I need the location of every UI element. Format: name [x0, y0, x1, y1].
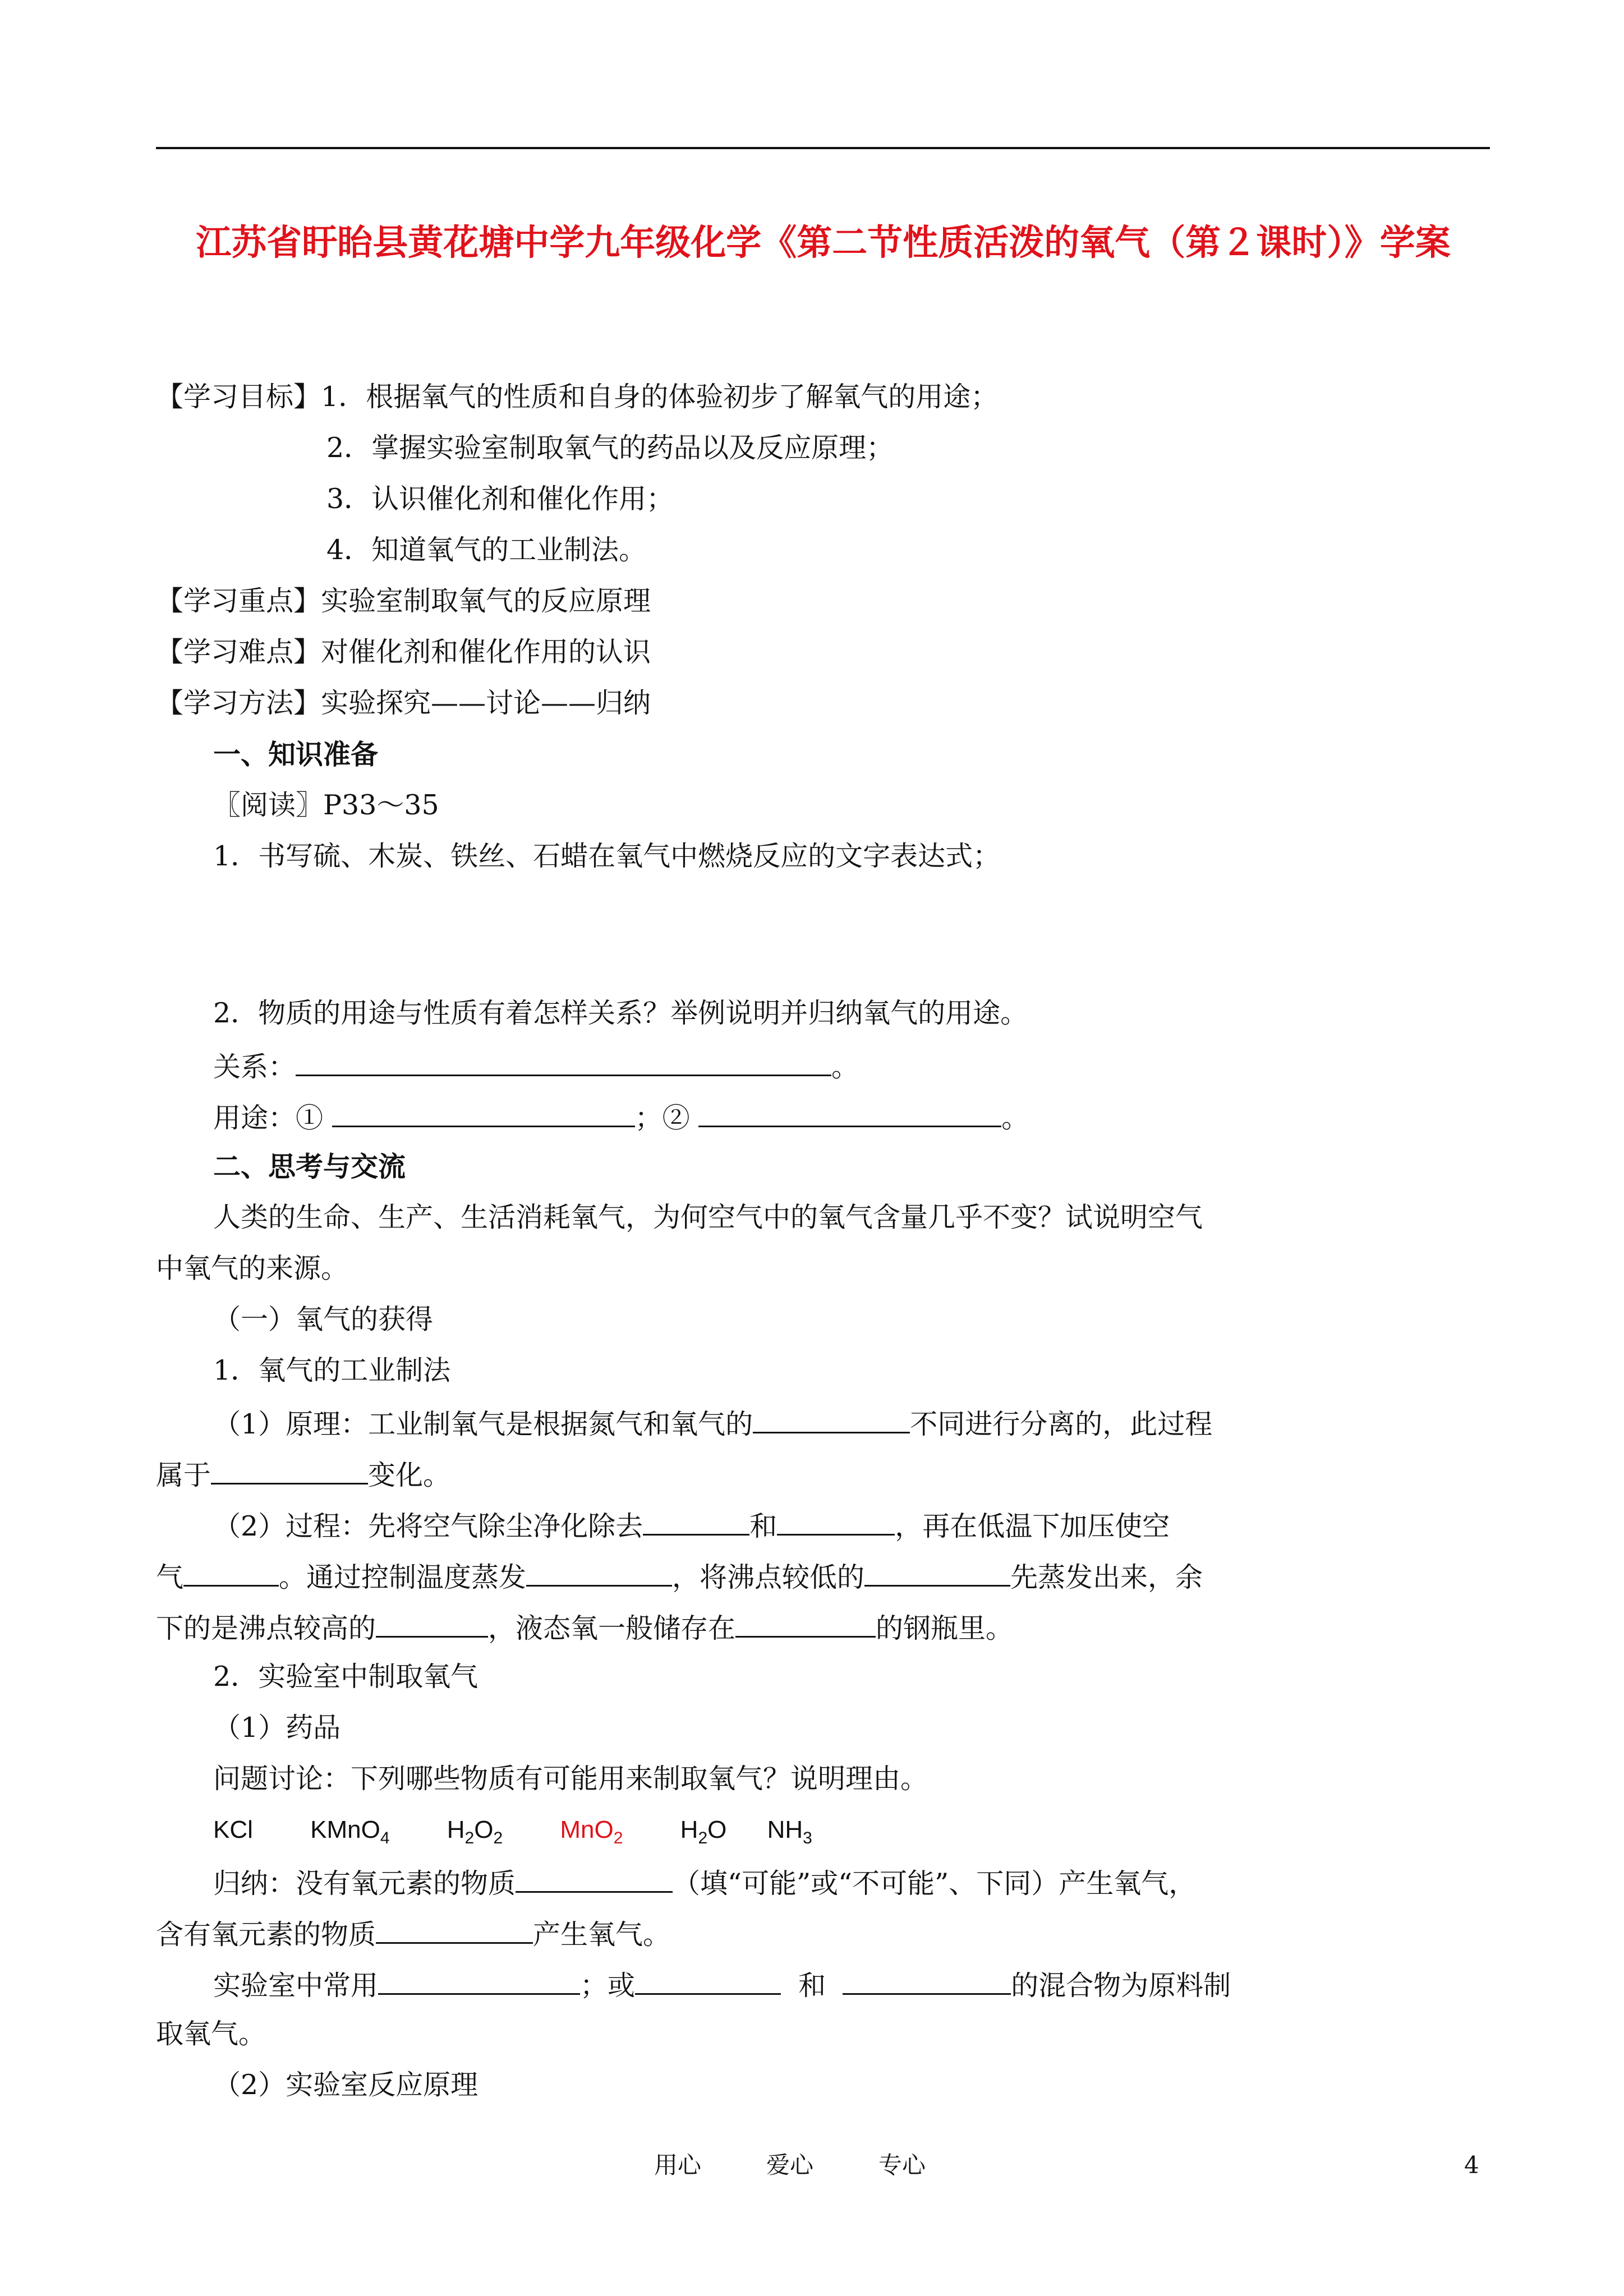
footer-motto-2: 爱心	[766, 2151, 814, 2179]
relation-blank[interactable]	[296, 1048, 831, 1076]
subscript: 2	[613, 1828, 623, 1847]
lab-material-line-2: 取氧气。	[156, 2018, 266, 2050]
fill-blank[interactable]	[376, 1915, 533, 1944]
method-text: 实验探究——讨论——归纳	[321, 687, 651, 719]
difficulty-text: 对催化剂和催化作用的认识	[321, 636, 651, 668]
subsection-heading: （一）氧气的获得	[213, 1303, 434, 1335]
text: （2）过程：先将空气除尘净化除去	[213, 1510, 643, 1542]
formula-mno2	[560, 1816, 623, 1847]
principle-line-2	[156, 1456, 450, 1492]
subscript: 3	[803, 1828, 812, 1847]
method-label: 【学习方法】	[156, 687, 321, 719]
formula-text: MnO	[560, 1816, 614, 1843]
header-rule	[156, 147, 1490, 149]
text: 和	[749, 1510, 778, 1542]
text: 。通过控制温度蒸发	[279, 1561, 527, 1593]
fill-blank[interactable]	[643, 1507, 749, 1536]
chemical-formulas	[213, 1813, 812, 1855]
fill-blank[interactable]	[376, 1609, 488, 1638]
summary-line-1	[213, 1864, 1196, 1901]
objective-item: 2．掌握实验室制取氧气的药品以及反应原理；	[326, 432, 894, 464]
difficulty-label: 【学习难点】	[156, 636, 321, 668]
text: 实验室中常用	[213, 1970, 379, 2002]
text: （1）原理：工业制氧气是根据氮气和氧气的	[213, 1408, 753, 1440]
formula-text: KMnO	[310, 1816, 380, 1843]
formula-text: NH	[767, 1816, 803, 1843]
fill-blank[interactable]	[753, 1405, 910, 1433]
page-number: 4	[1464, 2151, 1479, 2179]
section-heading: 二、思考与交流	[213, 1150, 406, 1183]
process-line-2	[156, 1558, 1203, 1594]
process-line-3	[156, 1609, 1013, 1645]
fill-blank[interactable]	[735, 1609, 876, 1638]
uses-line	[213, 1099, 1029, 1135]
relation-label: 关系：	[213, 1051, 296, 1083]
text: ，液态氧一般储存在	[488, 1612, 736, 1644]
key-point-text: 实验室制取氧气的反应原理	[321, 585, 651, 617]
punctuation: ；②	[634, 1102, 690, 1134]
fill-blank[interactable]	[864, 1558, 1010, 1587]
objective-item: 1．根据氧气的性质和自身的体验初步了解氧气的用途；	[321, 381, 999, 413]
fill-blank[interactable]	[378, 1966, 580, 1995]
page-title: 江苏省盱眙县黄花塘中学九年级化学《第二节性质活泼的氧气（第２课时）》学案	[196, 222, 1451, 263]
punctuation: 。	[1001, 1102, 1029, 1134]
subtopic-heading: （1）药品	[213, 1712, 341, 1744]
method	[156, 686, 651, 720]
difficulty	[156, 635, 651, 669]
formula-text: H	[680, 1816, 698, 1843]
question-1: 1．书写硫、木炭、铁丝、石蜡在氧气中燃烧反应的文字表达式；	[213, 840, 1001, 872]
process-line-1	[213, 1507, 1170, 1543]
fill-blank[interactable]	[211, 1456, 368, 1484]
punctuation: 。	[831, 1051, 859, 1083]
formula-nh3	[767, 1816, 812, 1847]
objective-item: 4．知道氧气的工业制法。	[326, 534, 647, 566]
discussion-question: 问题讨论：下列哪些物质有可能用来制取氧气？说明理由。	[213, 1763, 928, 1795]
objectives-label: 【学习目标】	[156, 381, 321, 413]
subtopic-heading: （2）实验室反应原理	[213, 2069, 479, 2101]
formula-h2o2	[447, 1816, 503, 1847]
text: 先蒸发出来，余	[1010, 1561, 1203, 1593]
text: 下的是沸点较高的	[156, 1612, 376, 1644]
text: 的混合物为原料制	[1011, 1970, 1231, 2002]
key-point	[156, 584, 651, 618]
paragraph-line: 中氧气的来源。	[156, 1252, 349, 1284]
text: 和	[798, 1970, 826, 2002]
objective-item: 3．认识催化剂和催化作用；	[326, 483, 674, 515]
text: 变化。	[368, 1459, 451, 1491]
footer-motto-3: 专心	[878, 2151, 926, 2179]
subscript: 2	[698, 1828, 708, 1847]
relation-line	[213, 1048, 859, 1084]
reading-ref: 〖阅读〗P33～35	[213, 789, 439, 821]
text: 产生氧气。	[533, 1919, 671, 1951]
subscript: 2	[464, 1828, 475, 1847]
use-blank-1[interactable]	[332, 1099, 635, 1127]
principle-line-1	[213, 1405, 1212, 1441]
uses-label: 用途：①	[213, 1102, 324, 1134]
text: 含有氧元素的物质	[156, 1919, 376, 1951]
fill-blank[interactable]	[843, 1966, 1011, 1995]
key-point-label: 【学习重点】	[156, 585, 321, 617]
topic-heading: 2．实验室中制取氧气	[213, 1661, 479, 1693]
summary-line-2	[156, 1915, 670, 1952]
formula-kcl: KCl	[213, 1816, 253, 1843]
use-blank-2[interactable]	[698, 1099, 1001, 1127]
subscript: 2	[493, 1828, 503, 1847]
footer-motto-1: 用心	[654, 2151, 702, 2179]
subscript: 4	[380, 1828, 390, 1847]
fill-blank[interactable]	[183, 1558, 279, 1587]
formula-h2o	[680, 1816, 727, 1847]
paragraph-line: 人类的生命、生产、生活消耗氧气，为何空气中的氧气含量几乎不变？试说明空气	[213, 1201, 1203, 1233]
section-heading: 一、知识准备	[213, 738, 379, 771]
text: 的钢瓶里。	[876, 1612, 1014, 1644]
topic-heading: 1．氧气的工业制法	[213, 1354, 451, 1386]
text: （填“可能”或“不可能”、下同）产生氧气，	[673, 1868, 1197, 1899]
text: ；或	[580, 1970, 636, 2002]
text: ，将沸点较低的	[672, 1561, 865, 1593]
text: 归纳：没有氧元素的物质	[213, 1868, 516, 1899]
fill-blank[interactable]	[635, 1966, 781, 1995]
formula-kmno4	[310, 1816, 390, 1847]
formula-text: O	[707, 1816, 727, 1843]
text: ，再在低温下加压使空	[895, 1510, 1170, 1542]
question-2: 2．物质的用途与性质有着怎样关系？举例说明并归纳氧气的用途。	[213, 997, 1028, 1029]
formula-text: O	[474, 1816, 494, 1843]
text: 属于	[156, 1459, 211, 1491]
fill-blank[interactable]	[777, 1507, 895, 1536]
objectives-line-1	[156, 380, 998, 414]
text: 气	[156, 1561, 184, 1593]
text: 不同进行分离的，此过程	[910, 1408, 1213, 1440]
fill-blank[interactable]	[516, 1864, 673, 1893]
fill-blank[interactable]	[526, 1558, 672, 1587]
lab-material-line	[213, 1966, 1231, 2003]
formula-text: H	[447, 1816, 465, 1843]
